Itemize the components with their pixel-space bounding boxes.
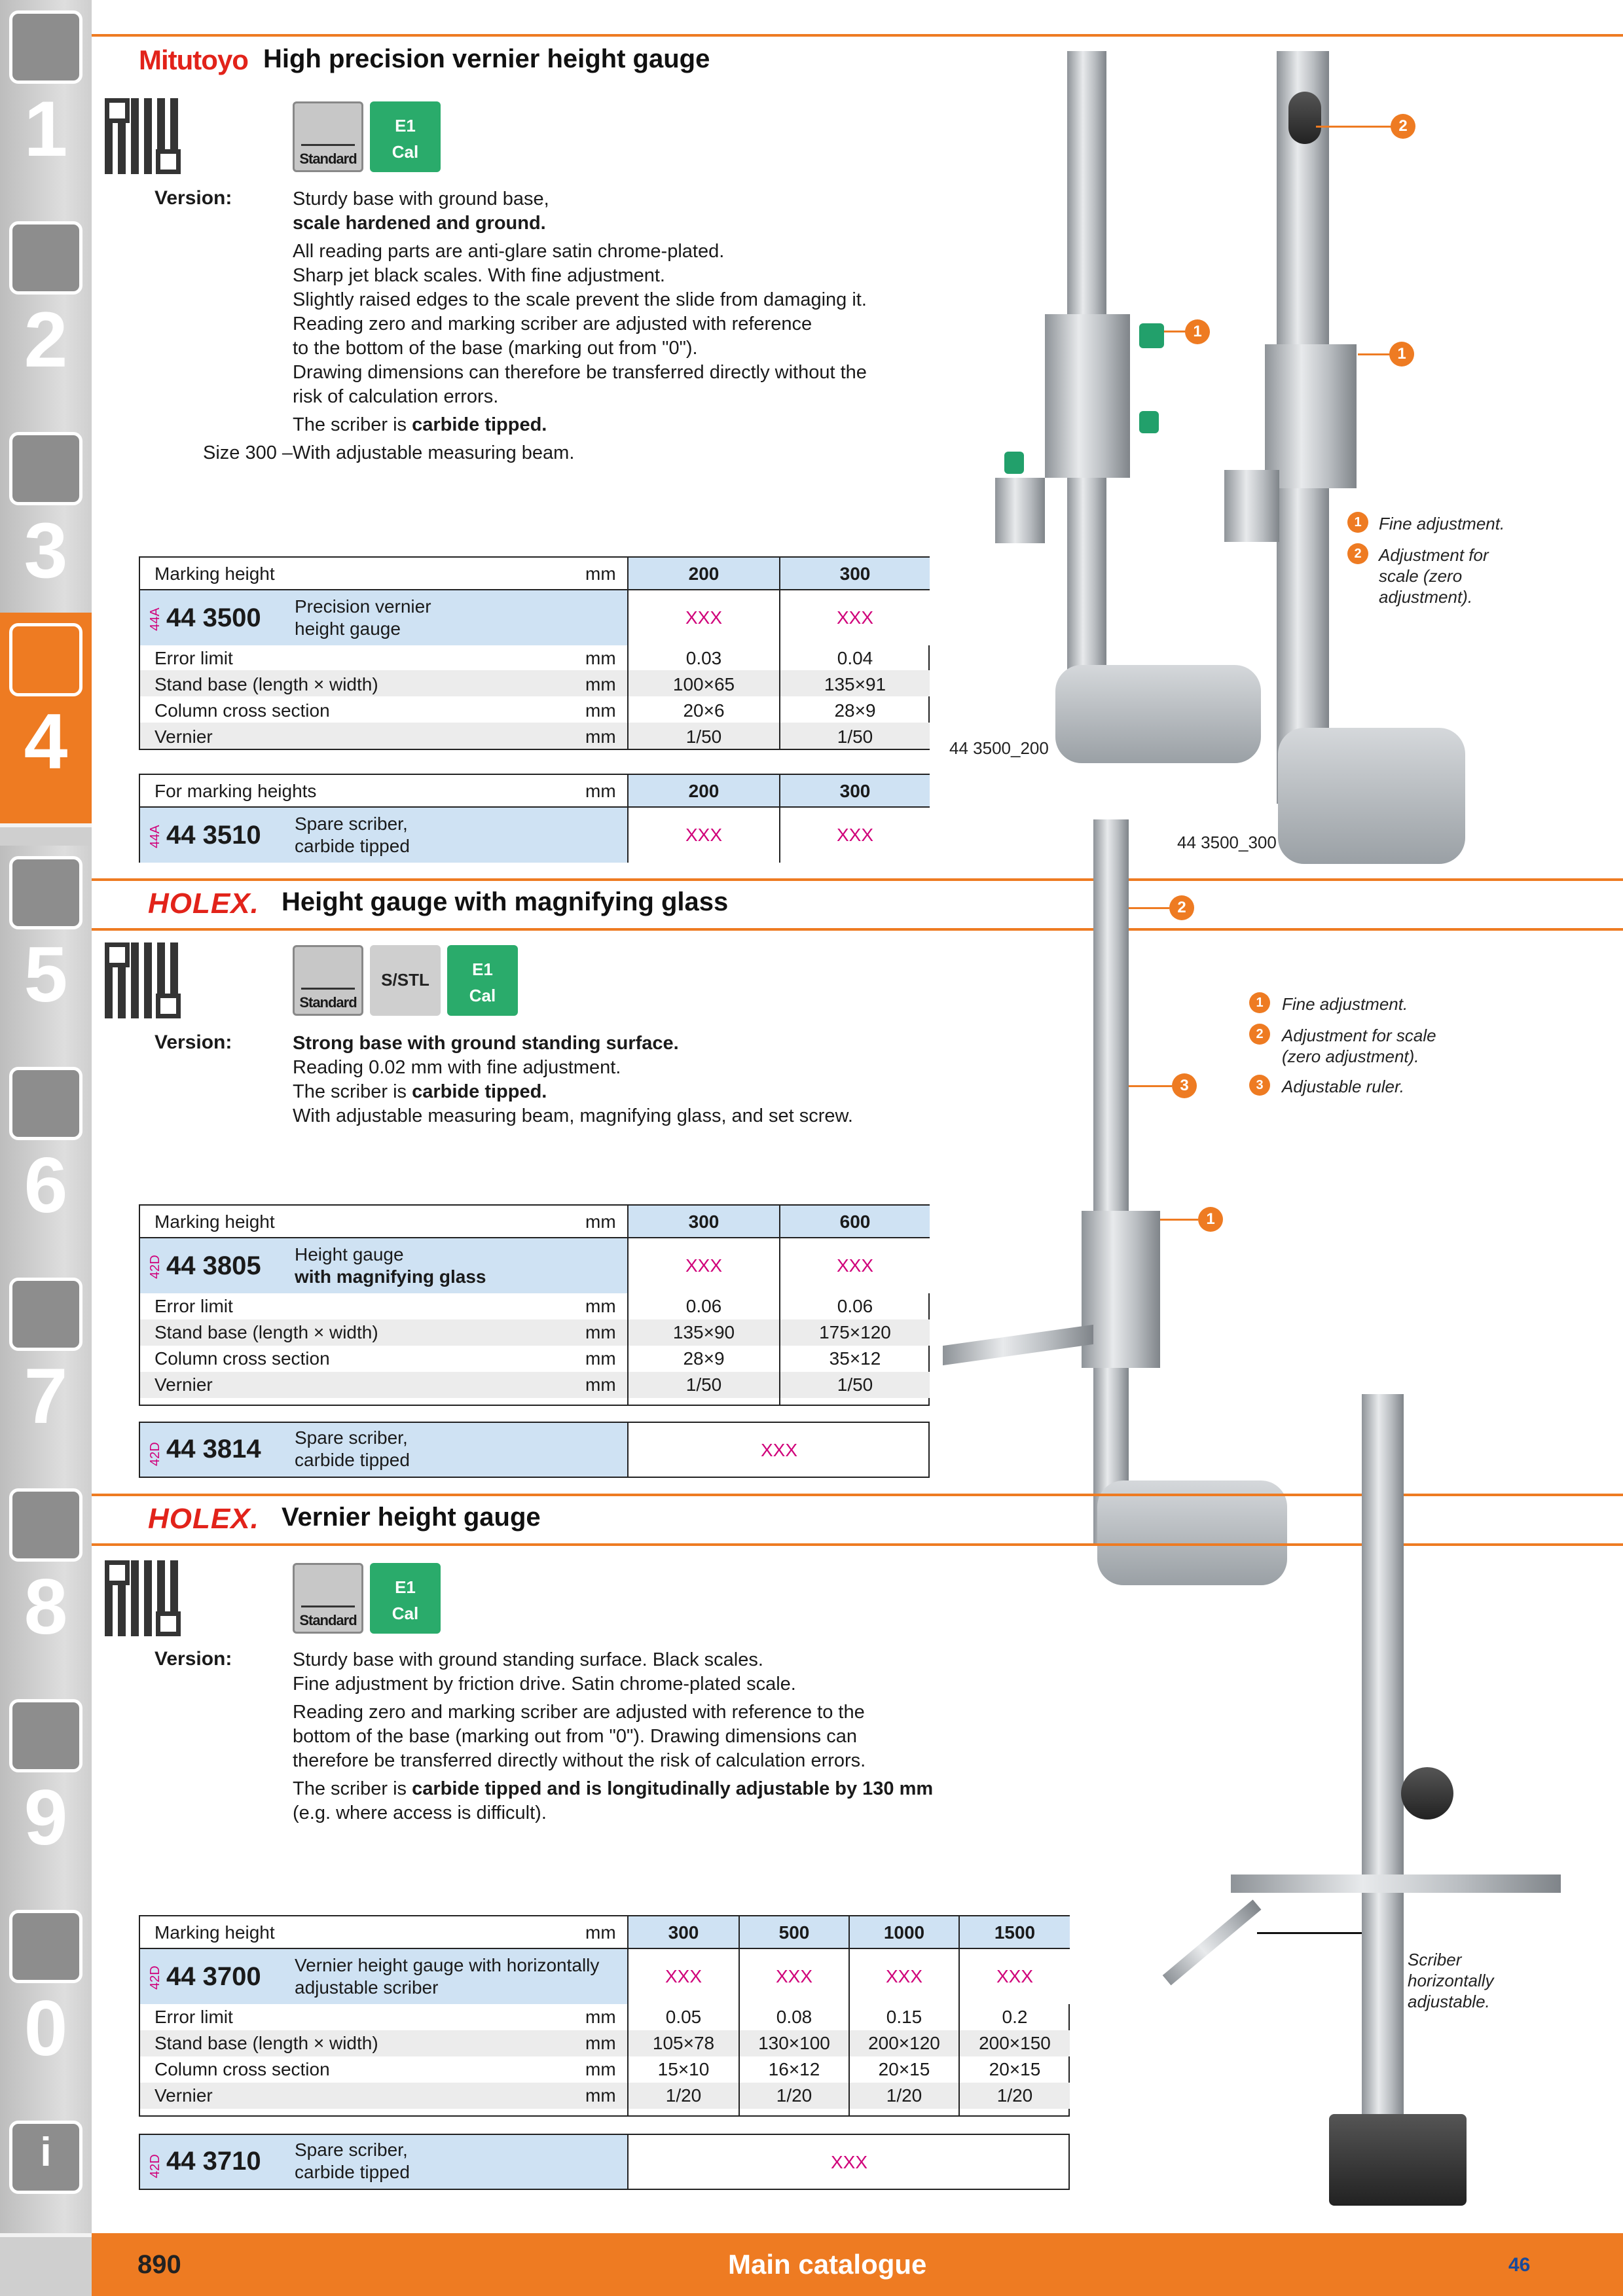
article-number[interactable]: 44 3700 xyxy=(166,1962,261,1991)
section-title: High precision vernier height gauge xyxy=(263,45,710,73)
legend-text: Adjustable ruler. xyxy=(1282,1077,1404,1096)
spec-row-label: Vernier xyxy=(155,1374,213,1395)
spec-value: 1/50 xyxy=(685,1374,722,1395)
tab-chapter-7[interactable]: 7 xyxy=(0,1267,92,1482)
spec-value: 1/20 xyxy=(776,2085,812,2106)
price: XXX xyxy=(996,1966,1034,1986)
qr-code[interactable] xyxy=(105,942,181,1018)
spec-row-label: Error limit xyxy=(155,1296,233,1316)
version-label: Version: xyxy=(155,1031,232,1053)
spec-row-unit: mm xyxy=(585,2059,616,2079)
factory-icon xyxy=(301,1579,355,1607)
fine-adjust-knob xyxy=(1139,323,1164,348)
safety-glasses-icon xyxy=(9,1910,82,1983)
tab-chapter-0[interactable]: 0 xyxy=(0,1899,92,2114)
tab-chapter-3[interactable]: 3 xyxy=(0,422,92,636)
price: XXX xyxy=(830,2152,868,2172)
spec-table-44-3510: For marking heights mm 200 300 44A 44 3510 Spare scriber, carbide tipped XXX XXX xyxy=(139,774,930,863)
standard-badge: Standard xyxy=(293,101,363,172)
spec-row-unit: mm xyxy=(585,726,616,747)
spec-table-44-3814: 42D 44 3814 Spare scriber, carbide tipped XXX xyxy=(139,1422,930,1478)
callout-2: 2 xyxy=(1391,114,1415,139)
spec-row-label: Error limit xyxy=(155,2007,233,2027)
spec-row-unit: mm xyxy=(585,674,616,694)
spec-value: 100×65 xyxy=(672,674,735,694)
spec-value: 0.05 xyxy=(665,2007,702,2027)
zero-adjust-knob xyxy=(1288,92,1321,144)
tool-holder-icon xyxy=(9,432,82,505)
spec-row-label: Stand base (length × width) xyxy=(155,2033,378,2053)
spec-value: 1/20 xyxy=(886,2085,922,2106)
article-number[interactable]: 44 3710 xyxy=(166,2147,261,2176)
spec-row-label: Vernier xyxy=(155,2085,213,2106)
toolbox-icon xyxy=(9,1488,82,1562)
legend-text: Adjustment for scale (zero adjustment). xyxy=(1282,1026,1436,1066)
spec-row-label: Stand base (length × width) xyxy=(155,1322,378,1342)
spec-value: 130×100 xyxy=(758,2033,830,2053)
article-number[interactable]: 44 3500 xyxy=(166,603,261,632)
price: XXX xyxy=(665,1966,702,1986)
spec-value: 135×91 xyxy=(824,674,886,694)
spec-value: 200×150 xyxy=(979,2033,1051,2053)
spec-row-unit: mm xyxy=(585,2033,616,2053)
legend-bullet: 1 xyxy=(1347,512,1368,533)
price: XXX xyxy=(836,607,874,628)
spec-value: 0.04 xyxy=(837,648,873,668)
spec-table-44-3710: 42D 44 3710 Spare scriber, carbide tipped XXX xyxy=(139,2134,1070,2190)
callout-1: 1 xyxy=(1389,342,1414,367)
version-description: Sturdy base with ground standing surface. Black scales. Fine adjustment by friction drive. Satin chrome-plated scale. Reading zero and marking scriber are adjusted with reference to the bottom of the base (marking out from "0"). Drawing dimensions can therefore be transferred directly without the risk of calculation errors. The scriber is carbide tipped and is longitudinally adjustable by 130 mm (e.g. where access is difficult). xyxy=(293,1649,934,1823)
spec-table-44-3700: Marking height mm 300 500 1000 1500 42D 44 3700 Vernier height gauge with horizontally adjustable scriber XXX XXX XXX XXX xyxy=(139,1915,1070,2004)
tab-chapter-9[interactable]: 9 xyxy=(0,1689,92,1903)
spec-row-unit: mm xyxy=(585,1374,616,1395)
spec-row-unit: mm xyxy=(585,648,616,668)
price: XXX xyxy=(836,1255,874,1276)
spec-row-unit: mm xyxy=(585,1348,616,1369)
callout-1: 1 xyxy=(1198,1207,1223,1232)
friction-knob xyxy=(1401,1767,1453,1820)
article-number[interactable]: 44 3510 xyxy=(166,821,261,850)
section-divider xyxy=(92,878,1623,881)
tab-chapter-5[interactable]: 5 xyxy=(0,846,92,1060)
image-caption: 44 3500_200 xyxy=(949,738,1049,758)
spec-value: 135×90 xyxy=(672,1322,735,1342)
legend-text: Fine adjustment. xyxy=(1379,514,1505,533)
tab-chapter-2[interactable]: 2 xyxy=(0,211,92,425)
article-number[interactable]: 44 3814 xyxy=(166,1435,261,1463)
adjust-arrow xyxy=(1257,1932,1362,1934)
cabinet-icon xyxy=(9,1699,82,1772)
brand-logo-mitutoyo: Mitutoyo xyxy=(139,45,248,75)
standard-badge: Standard xyxy=(293,945,363,1016)
spec-value: 15×10 xyxy=(657,2059,710,2079)
qr-code[interactable] xyxy=(105,1560,181,1636)
wrench-icon xyxy=(9,1067,82,1140)
price: XXX xyxy=(836,825,874,845)
spec-row-unit: mm xyxy=(585,2007,616,2027)
legend-bullet: 2 xyxy=(1347,543,1368,564)
spec-row-label: Column cross section xyxy=(155,700,330,721)
spec-value: 175×120 xyxy=(819,1322,891,1342)
callout-3: 3 xyxy=(1172,1073,1197,1098)
legend-text: Fine adjustment. xyxy=(1282,994,1408,1014)
spec-row-label: Column cross section xyxy=(155,2059,330,2079)
callout-2: 2 xyxy=(1169,895,1194,920)
tab-chapter-4[interactable]: 4 xyxy=(0,613,92,827)
spec-value: 20×15 xyxy=(878,2059,930,2079)
category-code: 44A xyxy=(148,607,162,631)
scriber-note: Scriber horizontally adjustable. xyxy=(1408,1950,1494,2011)
price: XXX xyxy=(685,825,723,845)
version-description: Strong base with ground standing surface. Reading 0.02 mm with fine adjustment. The scriber is carbide tipped. With adjustable measuring beam, magnifying glass, and set screw. xyxy=(293,1033,853,1126)
spec-value: 28×9 xyxy=(834,700,876,721)
price: XXX xyxy=(760,1440,798,1460)
price: XXX xyxy=(775,1966,813,1986)
spec-row-unit: mm xyxy=(585,700,616,721)
spec-value: 200×120 xyxy=(868,2033,940,2053)
spec-row-unit: mm xyxy=(585,1296,616,1316)
calibration-badge: E1 Cal xyxy=(370,1563,441,1634)
chapter-tab-strip xyxy=(0,0,92,2296)
tab-info[interactable] xyxy=(0,2110,92,2237)
page-number: 890 xyxy=(137,2250,181,2279)
legend-bullet: 3 xyxy=(1249,1075,1270,1096)
factory-icon xyxy=(301,118,355,146)
tab-chapter-1[interactable]: 1 xyxy=(0,0,92,215)
spec-rows xyxy=(139,1293,930,1406)
spec-value: 20×6 xyxy=(683,700,725,721)
category-code: 42D xyxy=(148,1442,162,1466)
legend-bullet: 2 xyxy=(1249,1024,1270,1045)
spec-value: 0.2 xyxy=(1002,2007,1028,2027)
version-label: Version: xyxy=(155,187,232,209)
tab-chapter-8[interactable]: 8 xyxy=(0,1478,92,1693)
spec-value: 28×9 xyxy=(683,1348,725,1369)
calibration-badge: E1 Cal xyxy=(370,101,441,172)
price: XXX xyxy=(685,607,723,628)
size-text: With adjustable measuring beam. xyxy=(293,442,575,463)
price: XXX xyxy=(685,1255,723,1276)
spec-row-unit: mm xyxy=(585,1322,616,1342)
section-title: Vernier height gauge xyxy=(282,1503,541,1532)
size-label: Size 300 – xyxy=(203,442,293,463)
spec-row-unit: mm xyxy=(585,2085,616,2106)
category-code: 42D xyxy=(148,2154,162,2178)
legend-text: Adjustment for scale (zero adjustment). xyxy=(1379,545,1489,607)
spec-table-44-3805: Marking height mm 300 600 42D 44 3805 Height gauge with magnifying glass XXX XXX xyxy=(139,1204,930,1293)
spec-value: 0.06 xyxy=(685,1296,722,1316)
spec-value: 1/50 xyxy=(837,726,873,747)
standard-badge: Standard xyxy=(293,1563,363,1634)
material-badge: S/STL xyxy=(370,945,441,1016)
spec-value: 0.06 xyxy=(837,1296,873,1316)
callout-1: 1 xyxy=(1185,319,1210,344)
spec-rows xyxy=(139,645,930,750)
price: XXX xyxy=(885,1966,923,1986)
info-icon: i xyxy=(9,2121,82,2194)
spec-value: 1/50 xyxy=(837,1374,873,1395)
brand-logo-holex: HOLEX. xyxy=(148,1503,259,1535)
spec-row-label: Vernier xyxy=(155,726,213,747)
spec-value: 20×15 xyxy=(989,2059,1041,2079)
spec-value: 35×12 xyxy=(829,1348,881,1369)
article-number[interactable]: 44 3805 xyxy=(166,1251,261,1280)
section-title: Height gauge with magnifying glass xyxy=(282,888,729,916)
version-label: Version: xyxy=(155,1648,232,1670)
footer-bar xyxy=(92,2233,1623,2296)
spec-row-label: Error limit xyxy=(155,648,233,668)
insert-icon xyxy=(9,221,82,295)
spec-table-44-3500: Marking height mm 200 300 44A 44 3500 Precision vernier height gauge XXX XXX xyxy=(139,556,930,645)
category-code: 42D xyxy=(148,1965,162,1990)
spec-rows xyxy=(139,2004,1070,2117)
image-caption: 44 3500_300 xyxy=(1177,833,1277,852)
drill-icon xyxy=(9,10,82,84)
category-code: 42D xyxy=(148,1255,162,1279)
spec-value: 0.08 xyxy=(776,2007,812,2027)
spec-value: 1/20 xyxy=(996,2085,1033,2106)
calibration-badge: E1 Cal xyxy=(447,945,518,1016)
spec-row-label: Stand base (length × width) xyxy=(155,674,378,694)
category-code: 44A xyxy=(148,825,162,848)
section-divider xyxy=(92,34,1623,37)
spec-row-label: Column cross section xyxy=(155,1348,330,1369)
brand-logo-holex: HOLEX. xyxy=(148,888,259,920)
version-description: Sturdy base with ground base, scale hardened and ground. All reading parts are anti-glare satin chrome-plated. Sharp jet black scales. With fine adjustment. Slightly raised edges to the scale prevent the slide from damaging it. Reading zero and marking scriber are adjusted with reference to the bottom of the base (marking out from "0"). Drawing dimensions can therefore be transferred directly without the risk of calculation errors. The scriber is carbide tipped. xyxy=(293,188,867,435)
footer-title: Main catalogue xyxy=(728,2249,927,2280)
grinding-disc-icon xyxy=(9,856,82,929)
section-divider xyxy=(92,928,1623,931)
spec-value: 1/20 xyxy=(665,2085,702,2106)
spec-value: 0.03 xyxy=(685,648,722,668)
pliers-icon xyxy=(9,1278,82,1351)
tab-chapter-6[interactable]: 6 xyxy=(0,1056,92,1271)
spec-value: 0.15 xyxy=(886,2007,922,2027)
factory-icon xyxy=(301,961,355,990)
spec-value: 1/50 xyxy=(685,726,722,747)
caliper-icon xyxy=(9,623,82,696)
qr-code[interactable] xyxy=(105,98,181,174)
spec-value: 16×12 xyxy=(768,2059,820,2079)
legend-bullet: 1 xyxy=(1249,992,1270,1013)
spec-value: 105×78 xyxy=(652,2033,715,2053)
footer-num: 46 xyxy=(1508,2254,1531,2276)
